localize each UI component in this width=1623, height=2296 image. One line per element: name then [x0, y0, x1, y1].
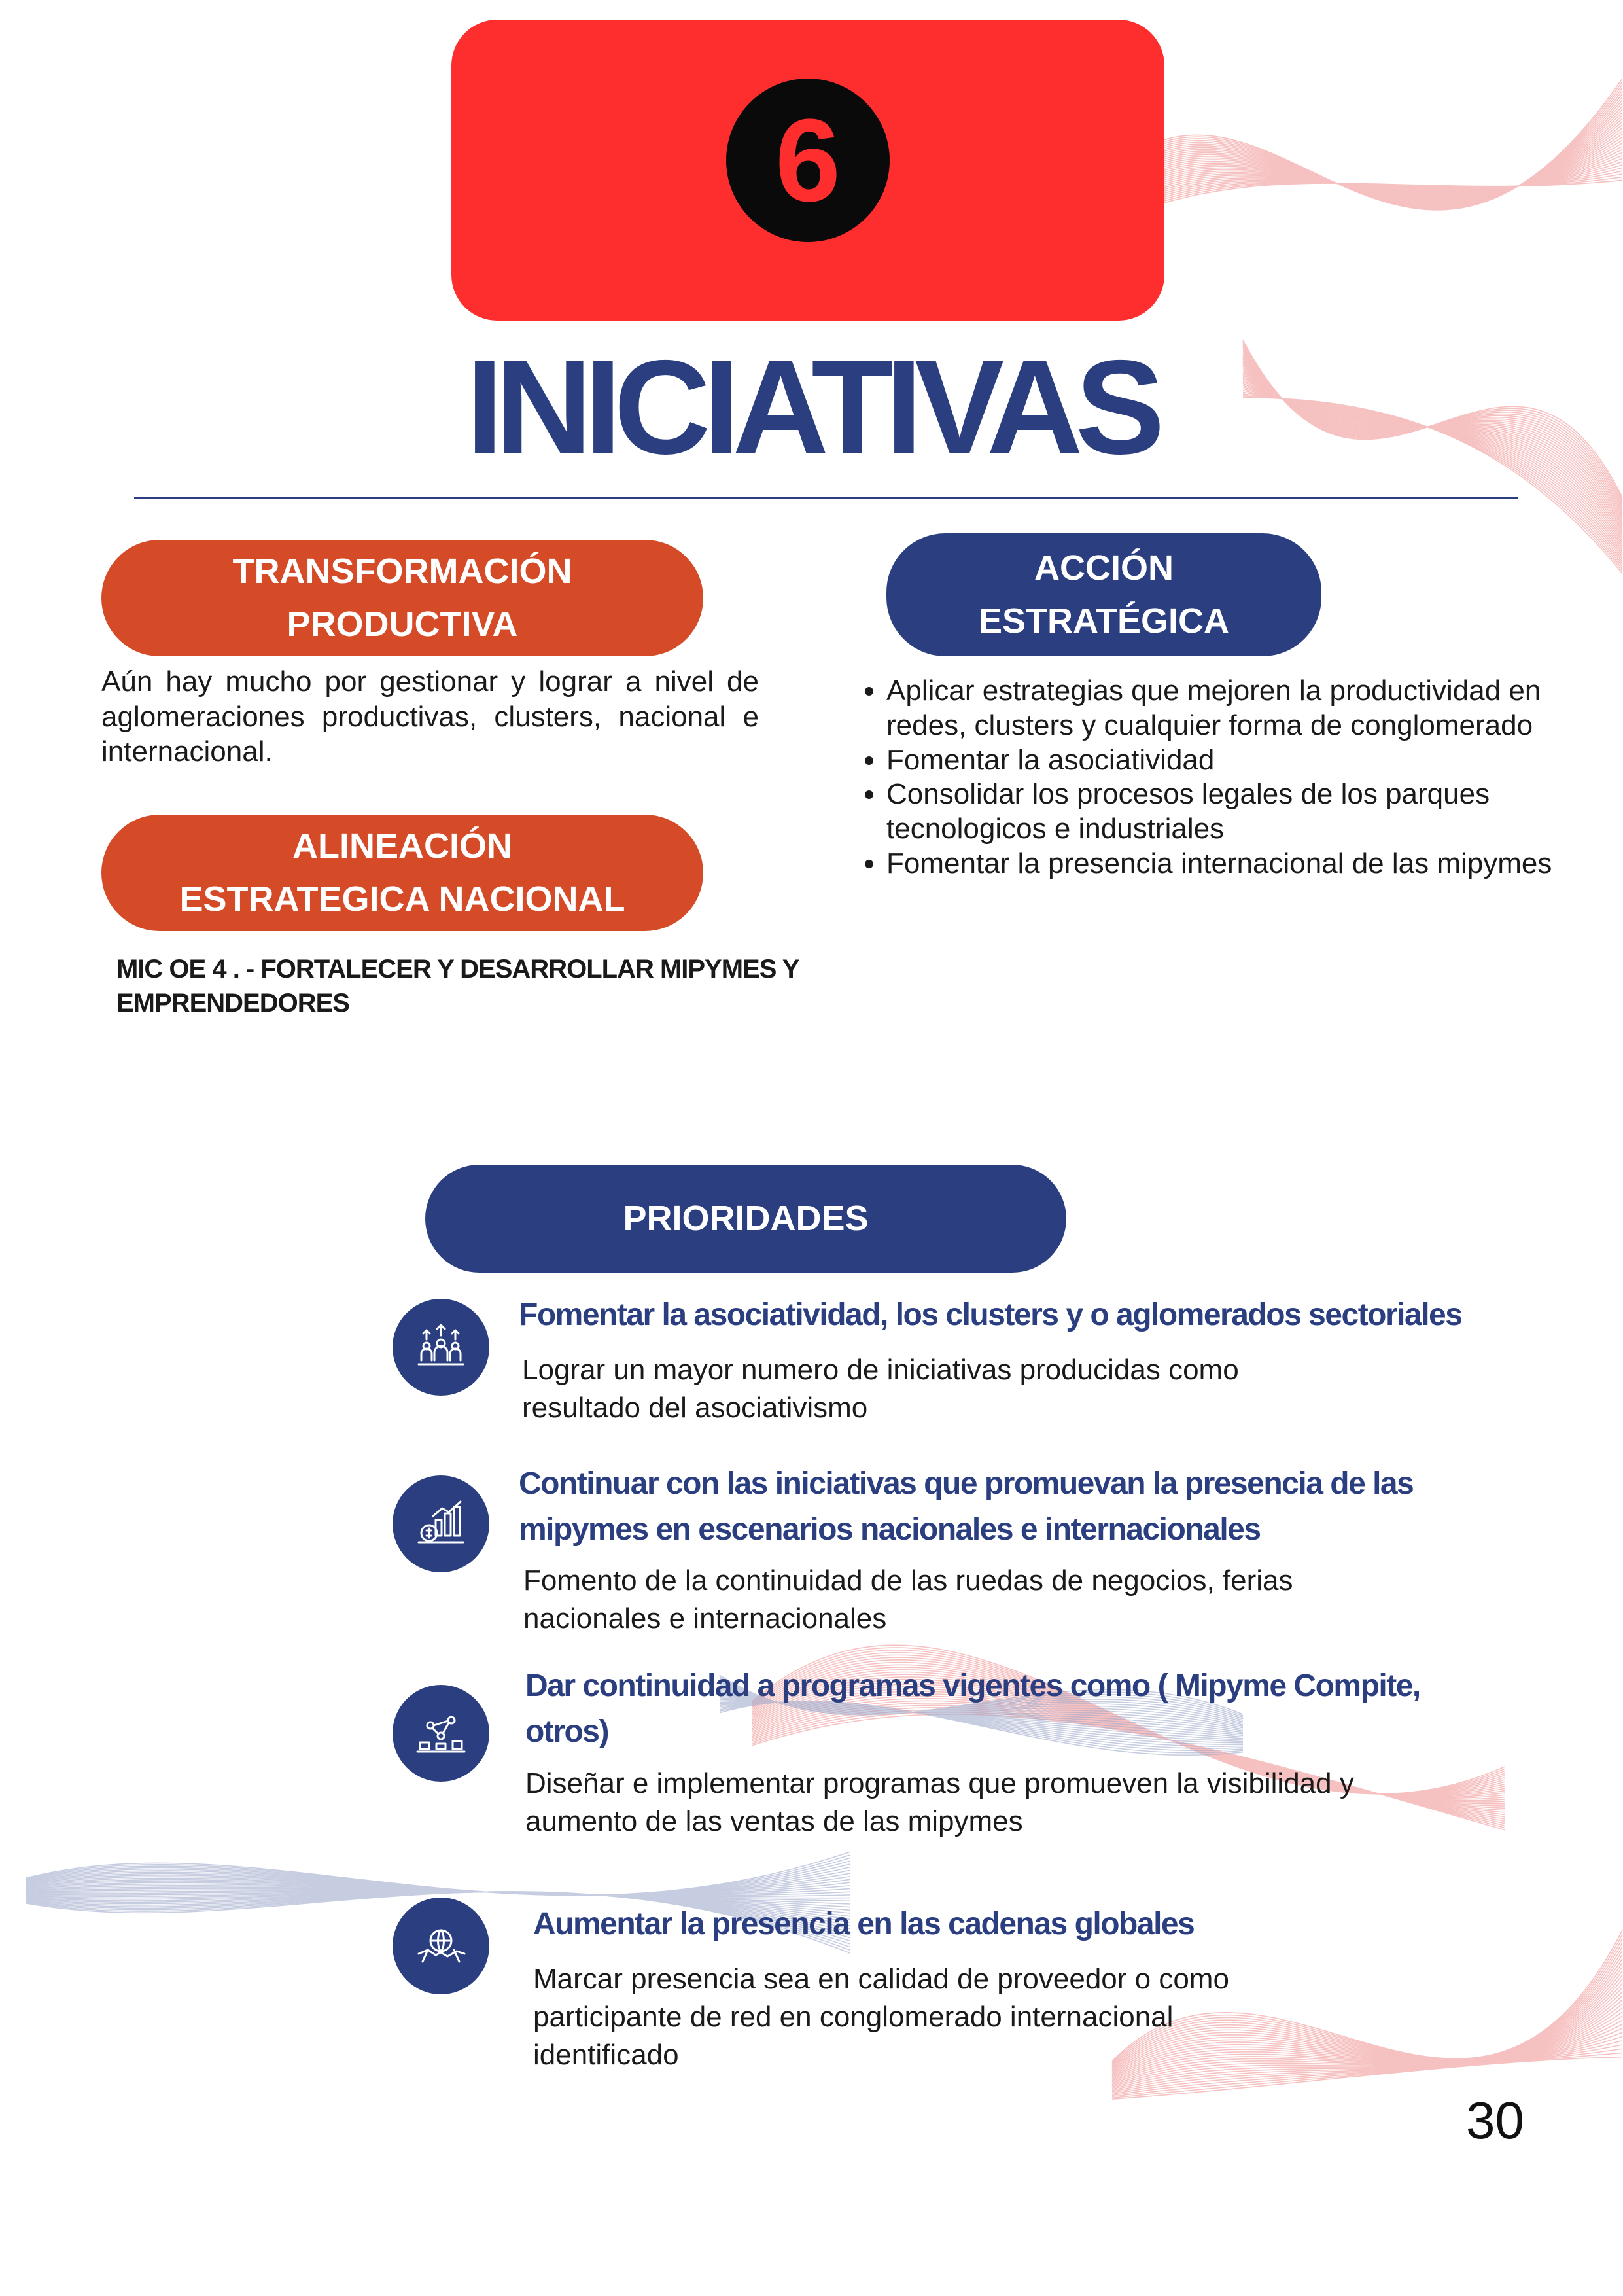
priority-title-1: [519, 1292, 1579, 1338]
alineacion-text-line1: MIC OE 4 . - FORTALECER Y DESARROLLAR MIPYMES Y: [116, 955, 799, 983]
priority-title-1-line1: Fomentar la asociatividad, los clusters y o aglomerados sectoriales: [519, 1298, 1462, 1332]
alineacion-heading-line2: ESTRATEGICA NACIONAL: [179, 879, 625, 919]
priority-desc-1-line1: Lograr un mayor numero de iniciativas producidas como: [522, 1354, 1239, 1386]
accion-heading-line2: ESTRATÉGICA: [978, 601, 1229, 641]
accion-list-item: • Consolidar los procesos legales de los parques tecnologicos e industriales: [886, 777, 1619, 847]
prioridades-heading: PRIORIDADES: [425, 1165, 1066, 1273]
alineacion-text-line2: EMPRENDEDORES: [116, 989, 349, 1017]
alineacion-text: [116, 952, 869, 1020]
priority-title-2: [519, 1461, 1579, 1552]
wave-lines-top-right: [1112, 79, 1622, 221]
priority-title-3-line1: Dar continuidad a programas vigentes como ( Mipyme Compite,: [525, 1669, 1420, 1703]
priority-desc-3-line2: aumento de las ventas de las mipymes: [525, 1805, 1023, 1838]
priority-title-2-line2: mipymes en escenarios nacionales e internacionales: [519, 1511, 1261, 1547]
priority-desc-3-line1: Diseñar e implementar programas que promueven la visibilidad y: [525, 1767, 1354, 1799]
priority-title-3-line2: otros): [525, 1714, 608, 1749]
priority-desc-2-line1: Fomento de la continuidad de las ruedas de negocios, ferias: [523, 1564, 1293, 1597]
team-growth-icon: [393, 1299, 489, 1396]
alineacion-heading: [101, 815, 703, 931]
transformacion-heading-line1: TRANSFORMACIÓN: [232, 552, 572, 591]
global-handshake-icon: [393, 1898, 489, 1994]
priority-desc-4-line3: identificado: [533, 2039, 679, 2072]
priority-desc-4: [533, 1960, 1514, 2074]
alineacion-heading-line1: ALINEACIÓN: [292, 826, 512, 866]
priority-title-2-line1: Continuar con las iniciativas que promuevan la presencia de las: [519, 1466, 1414, 1501]
network-connection-icon: [393, 1685, 489, 1782]
priority-title-4-line1: Aumentar la presencia en las cadenas globales: [533, 1907, 1195, 1941]
transformacion-heading-line2: PRODUCTIVA: [287, 605, 518, 644]
priority-desc-2-line2: nacionales e internacionales: [523, 1602, 887, 1635]
priority-desc-2: [523, 1562, 1505, 1638]
accion-list-item: • Fomentar la presencia internacional de las mipymes: [886, 847, 1619, 881]
priority-desc-3: [525, 1765, 1507, 1841]
priority-desc-1: [522, 1351, 1503, 1427]
page-number: 30: [1466, 2091, 1524, 2149]
accion-list: [850, 674, 1619, 881]
priority-title-3: [525, 1663, 1585, 1754]
transformacion-text: Aún hay mucho por gestionar y lograr a nivel de aglomeraciones productivas, clusters, nacional e internacional.: [101, 665, 759, 768]
priority-desc-4-line2: participante de red en conglomerado internacional: [533, 2001, 1174, 2034]
accion-list-item: • Aplicar estrategias que mejoren la productividad en redes, clusters y cualquier forma de conglomerado: [886, 674, 1619, 743]
transformacion-heading: [101, 540, 703, 656]
section-number-badge: 6: [726, 79, 890, 242]
priority-desc-1-line2: resultado del asociativismo: [522, 1392, 868, 1424]
priority-title-4: [533, 1901, 1580, 1947]
accion-heading-line1: ACCIÓN: [1034, 548, 1174, 588]
page-title: INICIATIVAS: [466, 332, 1157, 482]
accion-list-item: • Fomentar la asociatividad: [886, 743, 1619, 778]
sales-chart-icon: [393, 1475, 489, 1572]
accion-heading: [886, 533, 1321, 656]
title-divider: [134, 497, 1518, 499]
priority-desc-4-line1: Marcar presencia sea en calidad de proveedor o como: [533, 1963, 1229, 1995]
